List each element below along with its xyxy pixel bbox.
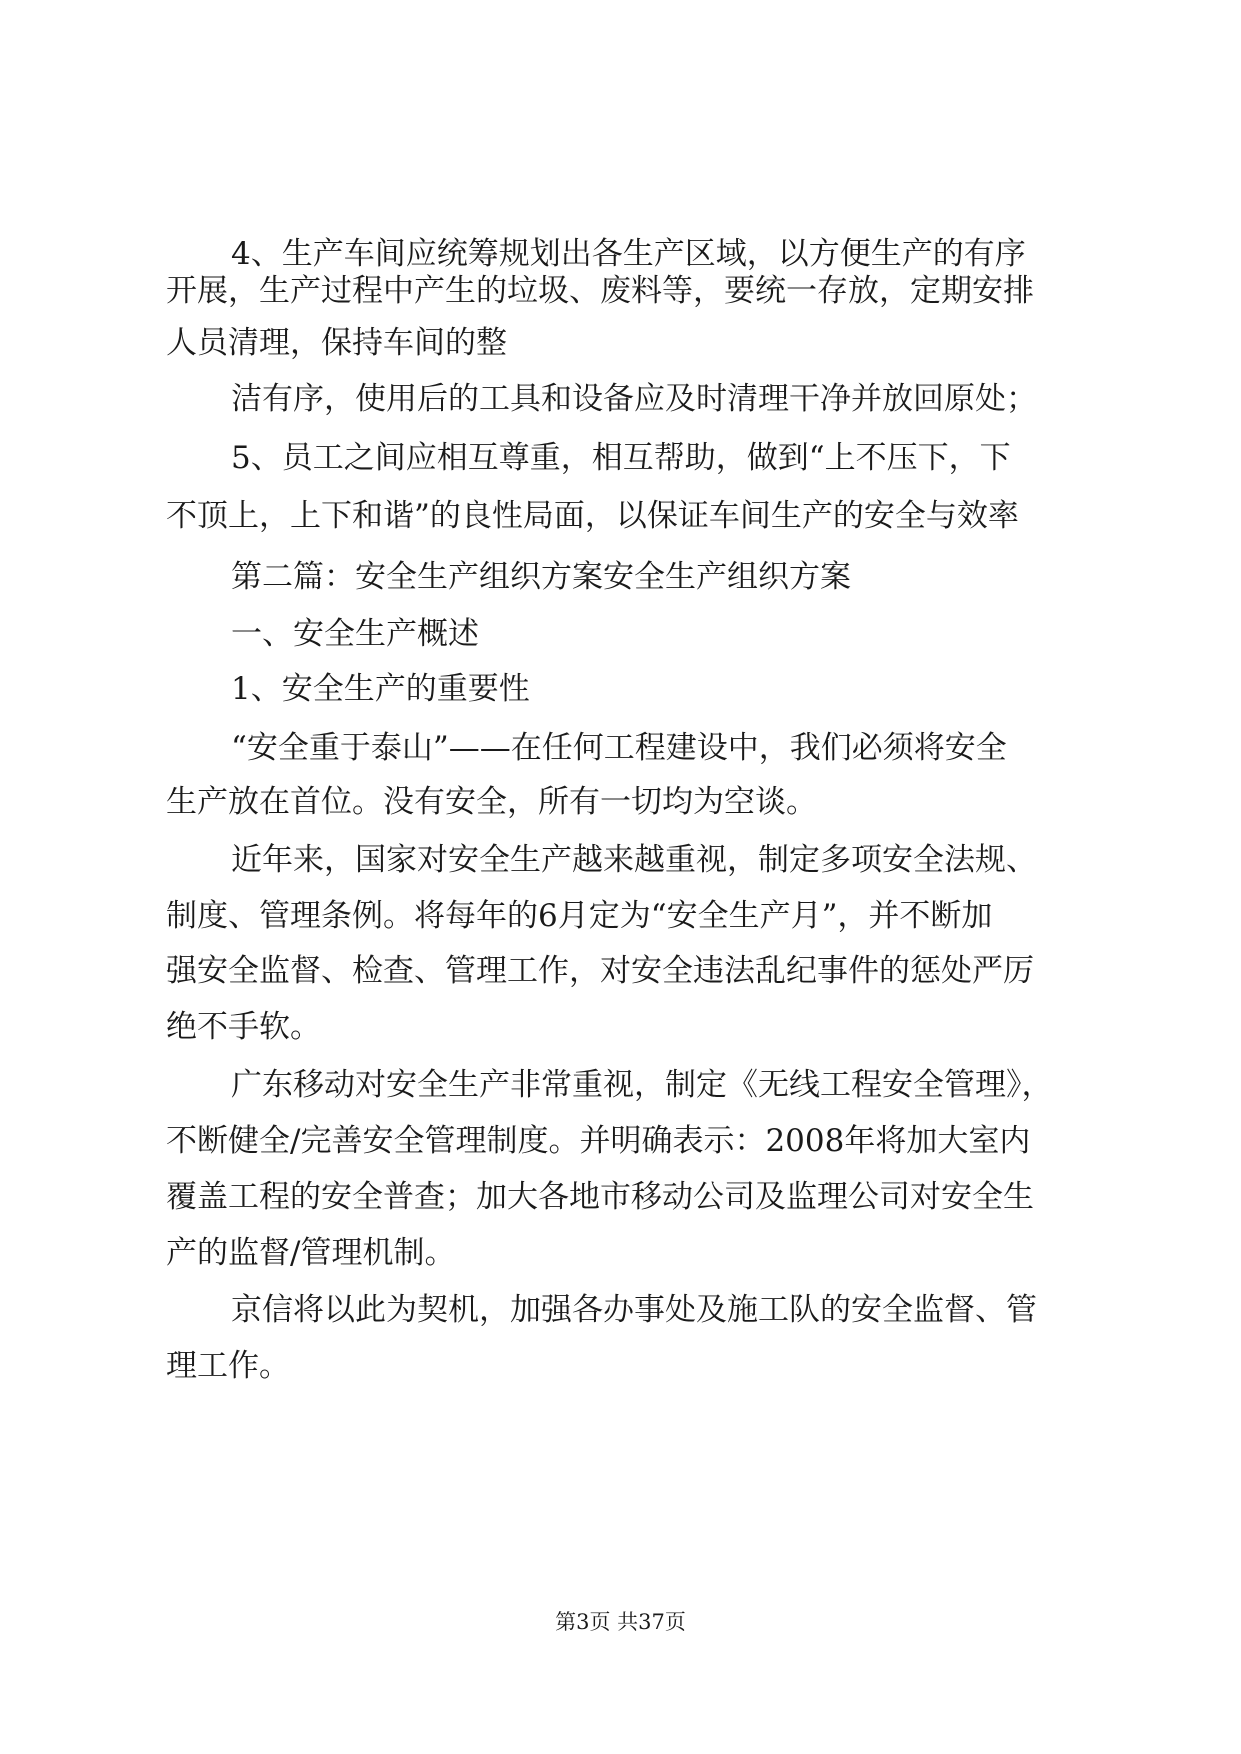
paragraph-line: “安全重于泰山”——在任何工程建设中，我们必须将安全 bbox=[231, 730, 1007, 766]
paragraph-line: 强安全监督、检查、管理工作，对安全违法乱纪事件的惩处严厉 bbox=[166, 953, 1034, 989]
paragraph-line: 洁有序，使用后的工具和设备应及时清理干净并放回原处； bbox=[231, 381, 1037, 417]
paragraph-line: 广东移动对安全生产非常重视，制定《无线工程安全管理》， bbox=[231, 1067, 1053, 1103]
paragraph-line: 不顶上，上下和谐”的良性局面，以保证车间生产的安全与效率 bbox=[166, 498, 1019, 534]
paragraph-line: 生产放在首位。没有安全，所有一切均为空谈。 bbox=[166, 784, 817, 820]
section-heading: 第二篇：安全生产组织方案安全生产组织方案 bbox=[231, 559, 851, 595]
paragraph-line: 不断健全/完善安全管理制度。并明确表示：2008年将加大室内 bbox=[166, 1123, 1031, 1159]
paragraph-line: 产的监督/管理机制。 bbox=[166, 1235, 456, 1271]
page-number-footer: 第3页 共37页 bbox=[555, 1610, 686, 1634]
paragraph-line: 开展，生产过程中产生的垃圾、废料等，要统一存放，定期安排 bbox=[166, 273, 1034, 309]
paragraph-line: 4、生产车间应统筹规划出各生产区域，以方便生产的有序 bbox=[231, 236, 1026, 272]
paragraph-line: 覆盖工程的安全普查；加大各地市移动公司及监理公司对安全生 bbox=[166, 1179, 1034, 1215]
subsection-heading: 一、安全生产概述 bbox=[231, 616, 479, 652]
paragraph-line: 绝不手软。 bbox=[166, 1009, 321, 1045]
paragraph-line: 5、员工之间应相互尊重，相互帮助，做到“上不压下，下 bbox=[231, 440, 1011, 476]
paragraph-line: 制度、管理条例。将每年的6月定为“安全生产月”，并不断加 bbox=[166, 898, 993, 934]
paragraph-line: 理工作。 bbox=[166, 1348, 290, 1384]
paragraph-line: 京信将以此为契机，加强各办事处及施工队的安全监督、管 bbox=[231, 1292, 1037, 1328]
subsection-heading: 1、安全生产的重要性 bbox=[231, 671, 530, 707]
paragraph-line: 近年来，国家对安全生产越来越重视，制定多项安全法规、 bbox=[231, 842, 1037, 878]
paragraph-line: 人员清理，保持车间的整 bbox=[166, 325, 507, 361]
